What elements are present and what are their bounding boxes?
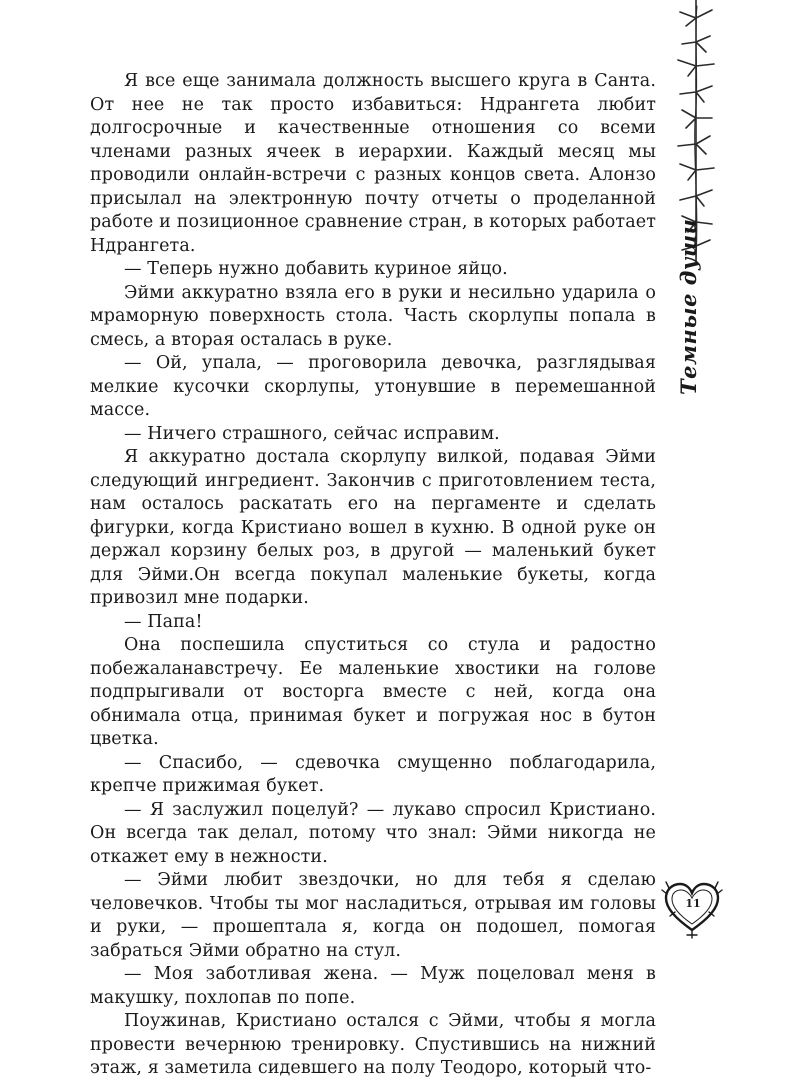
- heart-thorn-ornament: [661, 880, 723, 940]
- paragraph: Эйми аккуратно взяла его в руки и несильно ударила о мраморную поверхность стола. Часть скорлупы попала в смесь, а вторая осталась в руке.: [90, 282, 656, 350]
- paragraph: Она поспешила спуститься со стула и радостно побежаланавстречу. Ее маленькие хвостики на голове подпрыгивали от восторга вместе с ней, когда она обнимала отца, принимая букет и погружая нос в бутон цветка.: [90, 635, 656, 749]
- paragraph: Я все еще занимала должность высшего круга в Санта. От нее не так просто избавиться: Ндрангета любит долгосрочные и качественные отношения со всеми членами разных ячеек в иерархии. Каждый месяц мы проводили онлайн-встречи с разных концов света. Алонзо присылал на электронную почту отчеты о проделанной работе и позиционное сравнение стран, в которых работает Ндрангета.: [90, 71, 656, 256]
- paragraph: Я аккуратно достала скорлупу вилкой, подавая Эйми следующий ингредиент. Закончив с приготовлением теста, нам осталось раскатать его на пергаменте и сделать фигурки, когда Кристиано вошел в кухню. В одной руке он держал корзину белых роз, в другой — маленький букет для Эйми.Он всегда покупал маленькие букеты, когда привозил мне подарки.: [90, 447, 656, 608]
- paragraph: — Эйми любит звездочки, но для тебя я сделаю человечков. Чтобы ты мог насладиться, отрывая им головы и руки, — прошептала я, когда он подошел, помогая забраться Эйми обратно на стул.: [90, 870, 656, 961]
- paragraph: — Ничего страшного, сейчас исправим.: [124, 423, 500, 444]
- paragraph: — Я заслужил поцелуй? — лукаво спросил Кристиано. Он всегда так делал, потому что знал: Эйми никогда не откажет ему в нежности.: [90, 799, 656, 867]
- page-body-text: [90, 70, 656, 1081]
- paragraph: — Теперь нужно добавить куриное яйцо.: [124, 259, 508, 279]
- paragraph: — Моя заботливая жена. — Муж поцеловал меня в макушку, похлопав по попе.: [90, 964, 656, 1008]
- paragraph: — Спасибо, — сдевочка смущенно поблагодарила, крепче прижимая букет.: [90, 752, 656, 796]
- paragraph: — Ой, упала, — проговорила девочка, разглядывая мелкие кусочки скорлупы, утонувшие в перемешанной массе.: [90, 353, 656, 420]
- page-number: 11: [685, 897, 701, 910]
- paragraph: — Папа!: [124, 611, 203, 632]
- running-title: Темные души: [676, 218, 701, 395]
- paragraph: Поужинав, Кристиано остался с Эйми, чтобы я могла провести вечернюю тренировку. Спустившись на нижний этаж, я заметила сидевшего на полу Теодоро, который что-: [90, 1011, 656, 1078]
